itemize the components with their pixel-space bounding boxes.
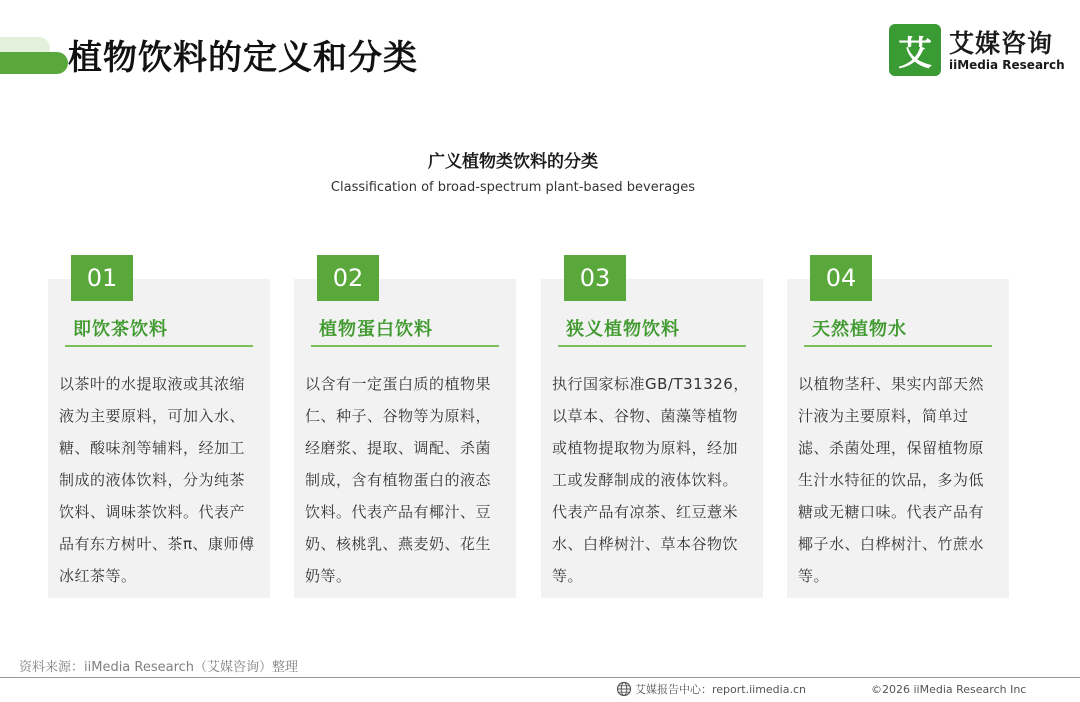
card-number: 04 [810, 255, 872, 301]
card-title: 天然植物水 [812, 319, 907, 340]
card-title: 狭义植物饮料 [566, 319, 680, 340]
report-center-text: 艾媒报告中心：report.iimedia.cn [635, 683, 806, 696]
page-title: 植物饮料的定义和分类 [68, 38, 418, 78]
section-title-cn: 广义植物类饮料的分类 [428, 152, 598, 172]
card-divider [558, 345, 746, 347]
card-description: 以含有一定蛋白质的植物果仁、种子、谷物等为原料，经磨浆、提取、调配、杀菌制成，含有植物蛋白的液态饮料。代表产品有椰汁、豆奶、核桃乳、燕麦奶、花生奶等。 [305, 375, 492, 585]
card-description: 以茶叶的水提取液或其浓缩液为主要原料，可加入水、糖、酸味剂等辅料，经加工制成的液体饮料，分为纯茶饮料、调味茶饮料。代表产品有东方树叶、茶π、康师傅冰红茶等。 [59, 375, 255, 585]
source-note: 资料来源：iiMedia Research（艾媒咨询）整理 [19, 660, 299, 675]
category-card-3 [541, 264, 763, 598]
card-divider [65, 345, 253, 347]
category-card-1 [48, 264, 270, 598]
report-center-link[interactable] [616, 679, 806, 699]
card-divider [311, 345, 499, 347]
logo-text-cn: 艾媒咨询 [949, 29, 1054, 58]
copyright: ©2026 iiMedia Research Inc [871, 682, 1027, 696]
logo-mark: 艾 [889, 24, 941, 76]
card-number: 02 [317, 255, 379, 301]
section-title-en: Classification of broad-spectrum plant-based beverages [330, 180, 696, 195]
card-number: 03 [564, 255, 626, 301]
header-decoration-green [0, 52, 68, 74]
footer-divider [0, 677, 1080, 678]
card-description: 执行国家标准GB/T31326，以草本、谷物、菌藻等植物或植物提取物为原料，经加工或发酵制成的液体饮料。代表产品有凉茶、红豆薏米水、白桦树汁、草本谷物饮等。 [552, 375, 749, 585]
card-number: 01 [71, 255, 133, 301]
globe-icon [616, 681, 632, 697]
card-description: 以植物茎秆、果实内部天然汁液为主要原料，简单过滤、杀菌处理，保留植物原生汁水特征的饮品，多为低糖或无糖口味。代表产品有椰子水、白桦树汁、竹蔗水等。 [798, 375, 985, 585]
category-card-4 [787, 264, 1009, 598]
card-title: 即饮茶饮料 [73, 319, 168, 340]
category-card-2 [294, 264, 516, 598]
brand-logo [889, 24, 1069, 76]
card-title: 植物蛋白饮料 [319, 319, 433, 340]
logo-text-en: iiMedia Research [949, 58, 1065, 72]
card-divider [804, 345, 992, 347]
